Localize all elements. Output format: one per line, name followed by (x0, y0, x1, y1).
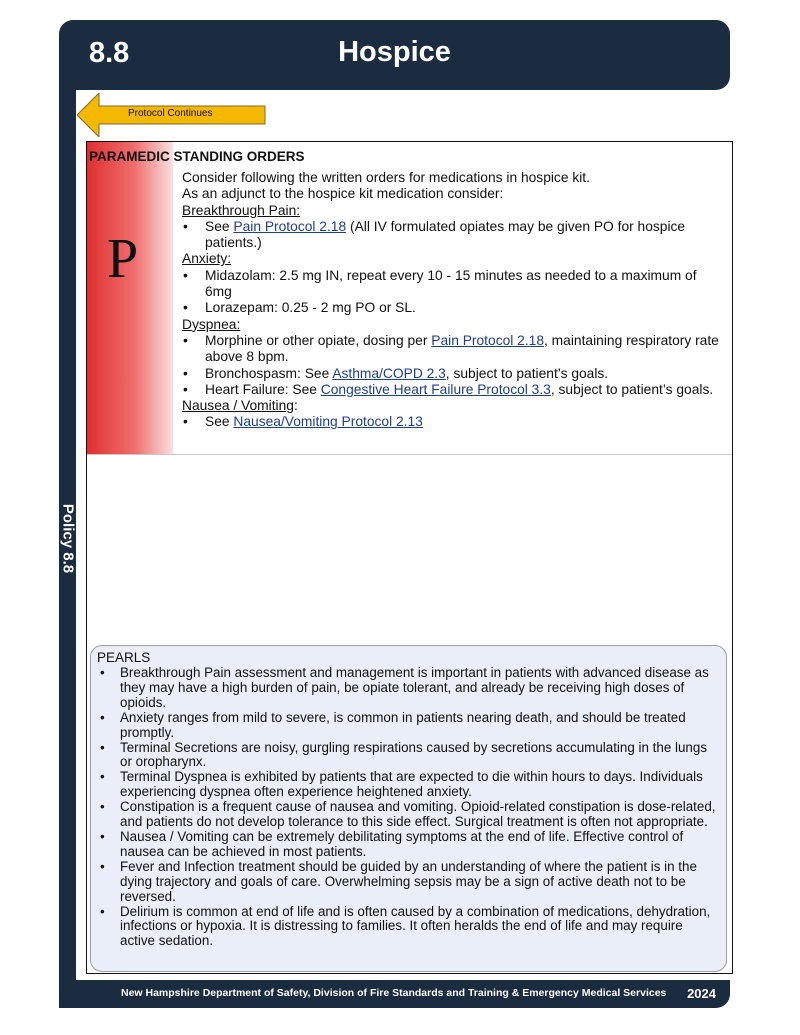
asthma-copd-link[interactable]: Asthma/COPD 2.3 (332, 365, 446, 381)
pearls-list (97, 666, 719, 949)
anxiety-heading: Anxiety: (182, 251, 232, 267)
page-header (59, 20, 730, 90)
page-title: Hospice (338, 36, 451, 68)
list-item: • Anxiety ranges from mild to severe, is common in patients nearing death, and should be treated promptly. (97, 711, 719, 741)
paramedic-orders (182, 170, 727, 431)
pain-protocol-link-2[interactable]: Pain Protocol 2.18 (431, 332, 545, 348)
breakthrough-pain-heading: Breakthrough Pain: (182, 202, 301, 218)
dyspnea-heading: Dyspnea: (182, 316, 241, 332)
protocol-continues-label[interactable]: Protocol Continues (128, 108, 213, 119)
list-item: • Delirium is common at end of life and is often caused by a combination of medications, dehydration, infections or hypoxia. It is distressing to families. It often heralds the end of life and may require active sedation. (97, 905, 719, 950)
list-item: • See Nausea/Vomiting Protocol 2.13 (182, 414, 727, 430)
paramedic-section (87, 142, 732, 455)
side-policy-label: Policy 8.8 (59, 503, 77, 574)
list-item: • Lorazepam: 0.25 - 2 mg PO or SL. (182, 300, 727, 316)
pain-protocol-link[interactable]: Pain Protocol 2.18 (233, 218, 347, 234)
footer-year: 2024 (687, 986, 716, 1001)
list-item: • Constipation is a frequent cause of nausea and vomiting. Opioid-related constipation is dose-related, and patients do not develop tolerance to this side effect. Surgical treatment is often not appropriate. (97, 800, 719, 830)
chf-protocol-link[interactable]: Congestive Heart Failure Protocol 3.3 (320, 381, 551, 397)
list-item: • Terminal Secretions are noisy, gurgling respirations caused by secretions accumulating in the lungs or oropharynx. (97, 741, 719, 771)
page-footer (59, 980, 730, 1008)
footer-organization: New Hampshire Department of Safety, Division of Fire Standards and Training & Emergency Medical Services (121, 987, 667, 999)
list-item: • Nausea / Vomiting can be extremely debilitating symptoms at the end of life. Effective control of nausea can be achieved in most patients. (97, 830, 719, 860)
list-item: • Morphine or other opiate, dosing per Pain Protocol 2.18, maintaining respiratory rate above 8 bpm. (182, 333, 727, 366)
protocol-number: 8.8 (89, 37, 130, 69)
pearls-box (90, 645, 727, 972)
paramedic-level-letter: P (107, 228, 139, 290)
order-intro-2: As an adjunct to the hospice kit medication consider: (182, 186, 504, 202)
list-item: • See Pain Protocol 2.18 (All IV formulated opiates may be given PO for hospice patients.) (182, 219, 727, 252)
list-item: • Midazolam: 2.5 mg IN, repeat every 10 - 15 minutes as needed to a maximum of 6mg (182, 268, 727, 301)
list-item: • Heart Failure: See Congestive Heart Failure Protocol 3.3, subject to patient’s goals. (182, 382, 727, 398)
paramedic-level-bar (87, 162, 173, 454)
list-item: • Fever and Infection treatment should be guided by an understanding of where the patient is in the dying trajectory and goals of care. Overwhelming sepsis may be a sign of active death not to be reversed. (97, 860, 719, 905)
nausea-heading: Nausea / Vomiting: (182, 398, 298, 414)
paramedic-heading: PARAMEDIC STANDING ORDERS (89, 149, 305, 164)
list-item: • Breakthrough Pain assessment and management is important in patients with advanced disease as they may have a high burden of pain, be opiate tolerant, and already be receiving high doses of opioids. (97, 666, 719, 711)
nausea-protocol-link[interactable]: Nausea/Vomiting Protocol 2.13 (233, 414, 423, 430)
list-item: • Terminal Dyspnea is exhibited by patients that are expected to die within hours to days. Individuals experiencing dyspnea often experience heightened anxiety. (97, 770, 719, 800)
list-item: • Bronchospasm: See Asthma/COPD 2.3, subject to patient’s goals. (182, 366, 727, 382)
order-intro-1: Consider following the written orders for medications in hospice kit. (182, 170, 590, 185)
pearls-title: PEARLS (97, 650, 151, 665)
